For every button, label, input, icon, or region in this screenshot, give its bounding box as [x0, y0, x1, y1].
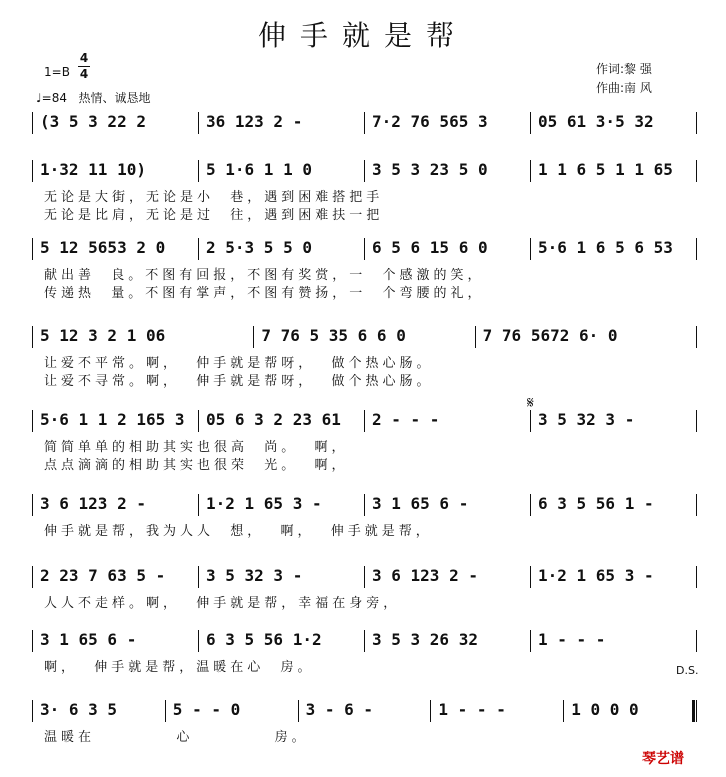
measure: 1 0 0 0	[571, 700, 639, 719]
lyric-line: 让爱不平常。啊， 仲手就是帮呀， 做个热心肠。	[44, 356, 434, 371]
barline	[364, 494, 365, 516]
barline	[696, 494, 697, 516]
barline	[430, 700, 431, 722]
measure: 05 6 3 2 23 61	[206, 410, 341, 429]
measure: 3· 6 3 5	[40, 700, 118, 719]
measure: (3 5 3 22 2	[40, 112, 146, 131]
barline	[530, 410, 531, 432]
measure: 5·6 1 1 2 165 3	[40, 410, 185, 429]
measure: 6 3 5 56 1 -	[538, 494, 654, 513]
lyric-line: 传递热 量。不图有掌声，不图有赞扬，一 个弯腰的礼，	[44, 286, 485, 301]
barline	[696, 410, 697, 432]
lyric-line: 献出善 良。不图有回报，不图有奖赏，一 个感激的笑，	[44, 268, 485, 283]
segno-sign: 𝄋	[527, 393, 534, 412]
measure: 3 6 123 2 -	[40, 494, 146, 513]
measure: 1 1 6 5 1 1 65	[538, 160, 673, 179]
measure: 1·2 1 65 3 -	[206, 494, 322, 513]
barline	[198, 160, 199, 182]
barline	[696, 112, 697, 134]
measure: 3 1 65 6 -	[372, 494, 469, 513]
barline	[475, 326, 476, 348]
barline	[364, 160, 365, 182]
barline	[530, 630, 531, 652]
barline	[32, 566, 33, 588]
barline	[696, 566, 697, 588]
barline	[530, 238, 531, 260]
site-logo: 琴艺谱	[642, 751, 684, 767]
barline	[696, 160, 697, 182]
measure: 6 5 6 15 6 0	[372, 238, 488, 257]
measure: 5 12 5653 2 0	[40, 238, 166, 257]
measure: 5 12 3 2 1 06	[40, 326, 166, 345]
barline	[696, 238, 697, 260]
barline	[198, 494, 199, 516]
barline	[696, 326, 697, 348]
measure: 3 5 3 23 5 0	[372, 160, 488, 179]
barline	[364, 630, 365, 652]
final-barline	[692, 700, 695, 722]
measure: 1 - - -	[438, 700, 506, 719]
barline	[364, 410, 365, 432]
measure: 1·32 11 10)	[40, 160, 146, 179]
barline	[530, 566, 531, 588]
barline	[530, 112, 531, 134]
barline	[32, 410, 33, 432]
measure: 7 76 5 35 6 6 0	[261, 326, 406, 345]
barline	[563, 700, 564, 722]
lyric-line: 让爱不寻常。啊， 伸手就是帮呀， 做个热心肠。	[44, 374, 434, 389]
barline	[32, 494, 33, 516]
barline	[198, 410, 199, 432]
measure: 7·2 76 565 3	[372, 112, 488, 131]
lyricist-credit: 作词:黎 强	[596, 62, 652, 76]
measure: 7 76 5672 6· 0	[482, 326, 618, 345]
lyric-line: 无论是比肩，无论是过 往，遇到困难扶一把	[44, 208, 384, 223]
barline	[298, 700, 299, 722]
barline	[530, 494, 531, 516]
lyric-line: 点点滴滴的相助其实也很荣 光。 啊，	[44, 458, 349, 473]
barline	[364, 566, 365, 588]
measure: 2 23 7 63 5 -	[40, 566, 166, 585]
lyric-line: 啊， 伸手就是帮，温暖在心 房。	[44, 660, 315, 675]
barline	[32, 326, 33, 348]
lyric-line: 简简单单的相助其实也很高 尚。 啊，	[44, 440, 349, 455]
measure: 5 - - 0	[172, 700, 241, 719]
measure: 1·2 1 65 3 -	[538, 566, 654, 585]
measure: 3 5 32 3 -	[206, 566, 303, 585]
barline	[198, 238, 199, 260]
barline	[696, 630, 697, 652]
barline	[32, 700, 33, 722]
barline	[530, 160, 531, 182]
tempo-value: ♩=84	[36, 91, 67, 105]
barline	[32, 160, 33, 182]
time-signature-top: 4	[79, 51, 89, 65]
expression-marking: 热情、诚恳地	[78, 91, 151, 105]
barline	[696, 700, 697, 722]
time-signature	[78, 52, 90, 81]
tempo-marking	[36, 91, 150, 105]
measure: 3 1 65 6 -	[40, 630, 137, 649]
measure: 2 5·3 5 5 0	[206, 238, 312, 257]
key-signature: 1=B	[44, 65, 70, 79]
measure: 3 6 123 2 -	[372, 566, 478, 585]
lyric-line: 人人不走样。啊， 伸手就是帮，幸福在身旁，	[44, 596, 401, 611]
ds-marking: D.S.	[676, 664, 699, 677]
measure: 36 123 2 -	[206, 112, 303, 131]
measure: 05 61 3·5 32	[538, 112, 654, 131]
measure: 5 1·6 1 1 0	[206, 160, 312, 179]
barline	[198, 630, 199, 652]
barline	[364, 238, 365, 260]
measure: 1 - - -	[538, 630, 606, 649]
measure: 3 5 3 26 32	[372, 630, 478, 649]
barline	[198, 112, 199, 134]
barline	[32, 238, 33, 260]
lyric-line: 温暖在 心 房。	[44, 730, 309, 745]
measure: 6 3 5 56 1·2	[206, 630, 322, 649]
measure: 5·6 1 6 5 6 53	[538, 238, 673, 257]
song-title: 伸手就是帮	[257, 19, 468, 52]
barline	[253, 326, 254, 348]
time-signature-bottom: 4	[79, 67, 89, 81]
barline	[165, 700, 166, 722]
lyric-line: 无论是大街，无论是小 巷，遇到困难搭把手	[44, 190, 384, 205]
measure: 3 5 32 3 -	[538, 410, 635, 429]
barline	[32, 630, 33, 652]
barline	[364, 112, 365, 134]
lyric-line: 伸手就是帮，我为人人 想， 啊， 伸手就是帮，	[44, 524, 433, 539]
composer-credit: 作曲:南 风	[596, 81, 652, 95]
barline	[32, 112, 33, 134]
measure: 3 - 6 -	[305, 700, 374, 719]
measure: 2 - - -	[372, 410, 440, 429]
barline	[198, 566, 199, 588]
